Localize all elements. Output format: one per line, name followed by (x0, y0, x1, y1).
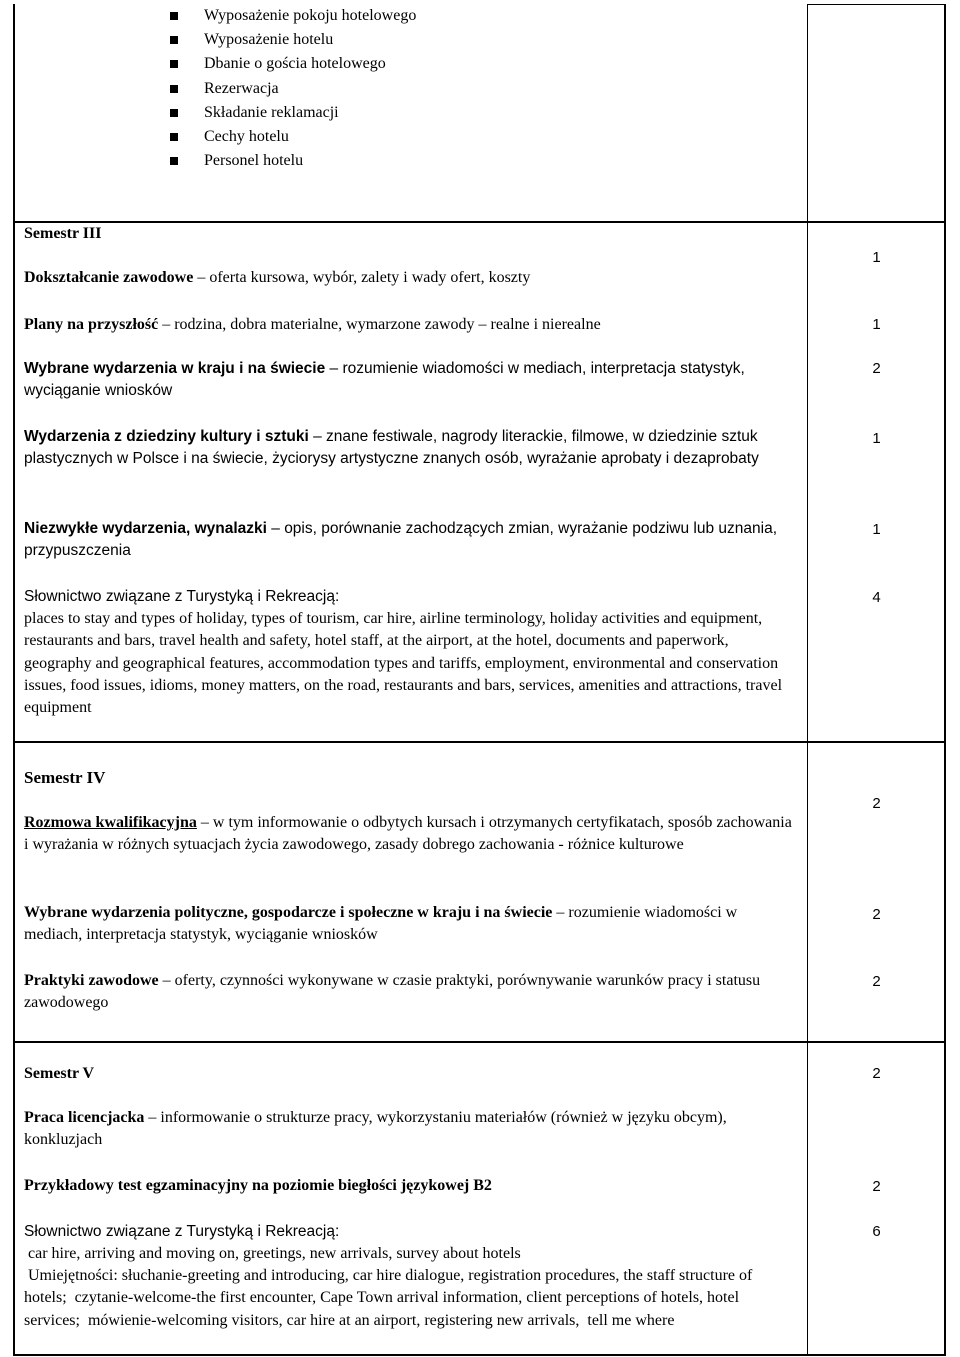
hours-value: 2 (872, 795, 881, 812)
hours-value: 2 (872, 360, 881, 377)
hours-value: 6 (872, 1223, 881, 1240)
table-left-border (13, 4, 15, 1354)
row-divider (13, 1041, 946, 1043)
vocab-heading: Słownictwo związane z Turystyką i Rekreacją: (24, 588, 340, 605)
hours-value: 4 (872, 589, 881, 606)
hours-value: 2 (872, 1065, 881, 1082)
topic-row: Dokształcanie zawodowe – oferta kursowa, wybór, zalety i wady ofert, koszty (24, 269, 531, 286)
table-top-border-right (807, 4, 946, 5)
vocab-description: places to stay and types of holiday, types of tourism, car hire, airline terminology, holiday activities and equipment, restaurants and bars, travel health and safety, hotel staff, at the airport, at the hotel, documents and paperwork, geography and geographical features, accommodation types and tariffs, employment, environmental and conservation issues, food issues, idioms, money matters, on the road, restaurants and bars, services, amenities and attractions, travel equipment (24, 610, 783, 717)
semester-heading: Semestr V (24, 1065, 95, 1082)
bullet-square-icon (170, 36, 178, 44)
table-right-border (944, 4, 946, 1354)
topic-title: Wybrane wydarzenia polityczne, gospodarcze i społeczne w kraju i na świecie (24, 904, 553, 921)
topic-description: znane festiwale, nagrody literackie, filmowe, w dziedzinie sztuk plastycznych w Polsce i na świecie, życiorysy artystyczne znanych osób, wyrażanie aprobaty i dezaprobaty (24, 428, 759, 468)
topic-description: oferta kursowa, wybór, zalety i wady ofert, koszty (209, 269, 531, 286)
topic-row: Niezwykłe wydarzenia, wynalazki – opis, porównanie zachodzących zmian, wyrażanie podziwu lub uznania, przypuszczenia (24, 520, 778, 560)
bullet-square-icon (170, 133, 178, 141)
topic-row: Wybrane wydarzenia w kraju i na świecie – rozumienie wiadomości w mediach, interpretacja statystyk, wyciąganie wniosków (24, 360, 745, 400)
list-item: Składanie reklamacji (168, 101, 416, 125)
topic-row: Plany na przyszłość – rodzina, dobra materialne, wymarzone zawody – realne i nierealne (24, 316, 601, 333)
topic-row: Wybrane wydarzenia polityczne, gospodarcze i społeczne w kraju i na świecie – rozumienie wiadomości w mediach, interpretacja statystyk, wyciąganie wniosków (24, 904, 738, 944)
topic-description: informowanie o strukturze pracy, wykorzystaniu materiałów (również w języku obcym), konkluzjach (24, 1109, 727, 1149)
topic-title: Przykładowy test egzaminacyjny na poziomie biegłości językowej B2 (24, 1177, 492, 1194)
list-item: Wyposażenie hotelu (168, 28, 416, 52)
hours-value: 1 (872, 521, 881, 538)
column-divider (807, 4, 808, 1354)
topic-row: Praca licencjacka – informowanie o strukturze pracy, wykorzystaniu materiałów (również w języku obcym), konkluzjach (24, 1109, 727, 1149)
topic-description: opis, porównanie zachodzących zmian, wyrażanie podziwu lub uznania, przypuszczenia (24, 520, 778, 560)
topic-title: Praktyki zawodowe (24, 972, 159, 989)
hours-value: 1 (872, 316, 881, 333)
bullet-square-icon (170, 60, 178, 68)
hours-value: 2 (872, 973, 881, 990)
topic-title: Dokształcanie zawodowe (24, 269, 194, 286)
bullet-square-icon (170, 12, 178, 20)
topic-row: Praktyki zawodowe – oferty, czynności wykonywane w czasie praktyki, porównywanie warunków pracy i statusu zawodowego (24, 972, 761, 1012)
list-item: Wyposażenie pokoju hotelowego (168, 4, 416, 28)
topic-title: Niezwykłe wydarzenia, wynalazki (24, 520, 267, 537)
row-divider (13, 741, 946, 743)
topic-row: Rozmowa kwalifikacyjna – w tym informowanie o odbytych kursach i otrzymanych certyfikatach, sposób zachowania i wyrażania w różnych sytuacjach życia zawodowego, zasady dobrego zachowania - różnice kulturowe (24, 814, 792, 854)
topic-description: rozumienie wiadomości w mediach, interpretacja statystyk, wyciąganie wniosków (24, 360, 745, 400)
list-item: Dbanie o gościa hotelowego (168, 52, 416, 76)
topic-description: rozumienie wiadomości w mediach, interpretacja statystyk, wyciąganie wniosków (24, 904, 738, 944)
topic-description: rodzina, dobra materialne, wymarzone zawody – realne i nierealne (174, 316, 601, 333)
bullet-square-icon (170, 109, 178, 117)
hours-value: 2 (872, 906, 881, 923)
topic-title: Wybrane wydarzenia w kraju i na świecie (24, 360, 326, 377)
hours-value: 1 (872, 430, 881, 447)
topic-title: Wydarzenia z dziedziny kultury i sztuki (24, 428, 309, 445)
row-divider (13, 221, 946, 223)
list-item: Cechy hotelu (168, 125, 416, 149)
list-item: Rezerwacja (168, 77, 416, 101)
hours-value: 1 (872, 249, 881, 266)
topic-description: w tym informowanie o odbytych kursach i otrzymanych certyfikatach, sposób zachowania i wyrażania w różnych sytuacjach życia zawodowego, zasady dobrego zachowania - różnice kulturowe (24, 814, 792, 854)
bullet-square-icon (170, 85, 178, 93)
topic-title: Rozmowa kwalifikacyjna (24, 814, 197, 831)
topic-title: Praca licencjacka (24, 1109, 145, 1126)
vocab-heading: Słownictwo związane z Turystyką i Rekreacją: (24, 1223, 340, 1240)
topic-description: oferty, czynności wykonywane w czasie praktyki, porównywanie warunków pracy i statusu zawodowego (24, 972, 761, 1012)
semester-heading: Semestr III (24, 225, 102, 242)
topic-row: Wydarzenia z dziedziny kultury i sztuki – znane festiwale, nagrody literackie, filmowe, w dziedzinie sztuk plastycznych w Polsce i na świecie, życiorysy artystyczne znanych osób, wyrażanie aprobaty i dezaprobaty (24, 428, 759, 468)
vocab-description: car hire, arriving and moving on, greetings, new arrivals, survey about hotels (24, 1245, 521, 1262)
semester-heading: Semestr IV (24, 768, 106, 787)
hotel-topics-list (168, 4, 416, 173)
list-item: Personel hotelu (168, 149, 416, 173)
bullet-square-icon (170, 157, 178, 165)
table-bottom-border (13, 1354, 946, 1356)
hours-value: 2 (872, 1178, 881, 1195)
skills-description: Umiejętności: słuchanie-greeting and introducing, car hire dialogue, registration procedures, the staff structure of hotels; czytanie-welcome-the first encounter, Cape Town arrival information, client perceptions of hotels, hotel services; mówienie-welcoming visitors, car hire at an airport, registering new arrivals, tell me where (24, 1267, 757, 1329)
topic-title: Plany na przyszłość (24, 316, 159, 333)
